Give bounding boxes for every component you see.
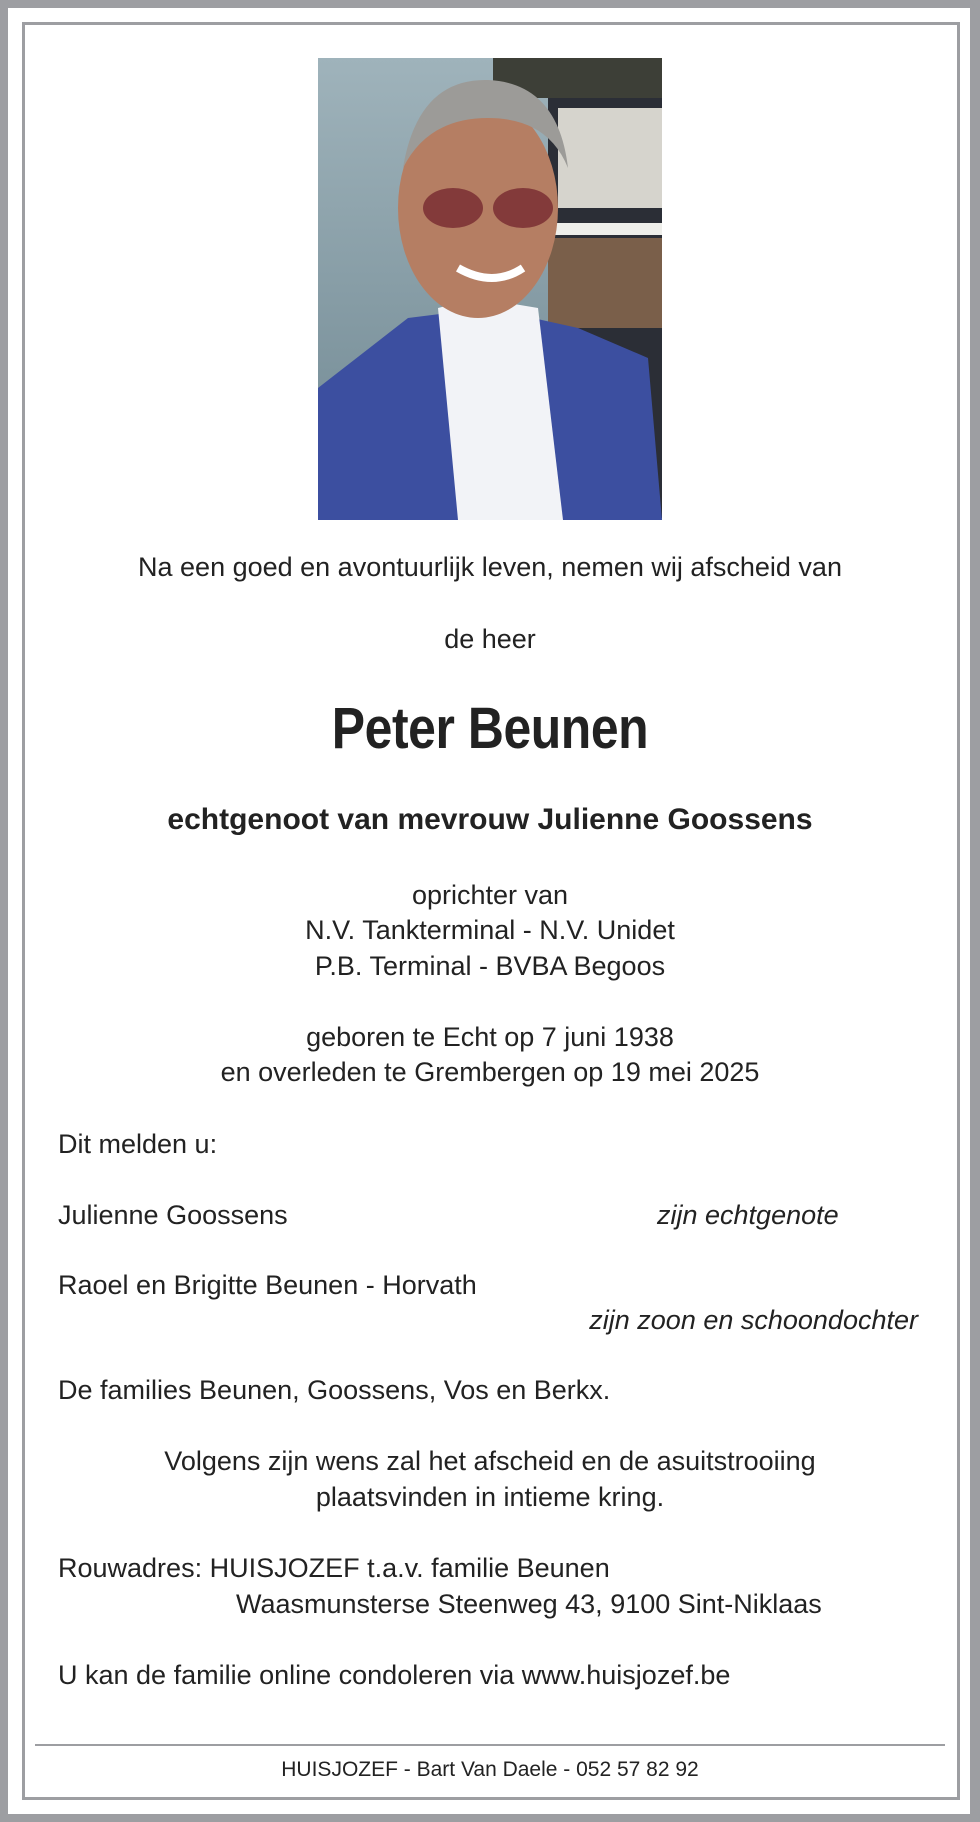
portrait-photo	[318, 58, 662, 520]
announce-label: Dit melden u:	[58, 1129, 218, 1159]
footer-divider	[35, 1744, 945, 1746]
death-line: en overleden te Grembergen op 19 mei 2025	[220, 1057, 760, 1087]
birth-line: geboren te Echt op 7 juni 1938	[306, 1022, 674, 1052]
relative-relation: zijn zoon en schoondochter	[589, 1305, 918, 1335]
spouse-line: echtgenoot van mevrouw Julienne Goossens	[167, 803, 813, 836]
title-prefix: de heer	[444, 624, 536, 654]
deceased-name: Peter Beunen	[331, 696, 649, 761]
founder-company: P.B. Terminal - BVBA Begoos	[314, 951, 666, 981]
intro-text: Na een goed en avontuurlijk leven, nemen wij afscheid van	[138, 552, 842, 582]
families-line: De families Beunen, Goossens, Vos en Berkx.	[58, 1375, 611, 1405]
address-street: Waasmunsterse Steenweg 43, 9100 Sint-Niklaas	[236, 1589, 822, 1619]
wish-line: Volgens zijn wens zal het afscheid en de asuitstrooiing	[164, 1446, 816, 1476]
wish-line: plaatsvinden in intieme kring.	[315, 1482, 665, 1512]
founder-label: oprichter van	[411, 880, 569, 910]
founder-company: N.V. Tankterminal - N.V. Unidet	[305, 915, 675, 945]
relative-name: Raoel en Brigitte Beunen - Horvath	[58, 1270, 477, 1300]
relative-name: Julienne Goossens	[58, 1200, 288, 1230]
address-line: Rouwadres: HUISJOZEF t.a.v. familie Beunen	[58, 1553, 610, 1583]
condolence-line: U kan de familie online condoleren via www.huisjozef.be	[58, 1660, 731, 1690]
relative-relation: zijn echtgenote	[657, 1200, 839, 1230]
footer-text: HUISJOZEF - Bart Van Daele - 052 57 82 92	[281, 1758, 699, 1781]
